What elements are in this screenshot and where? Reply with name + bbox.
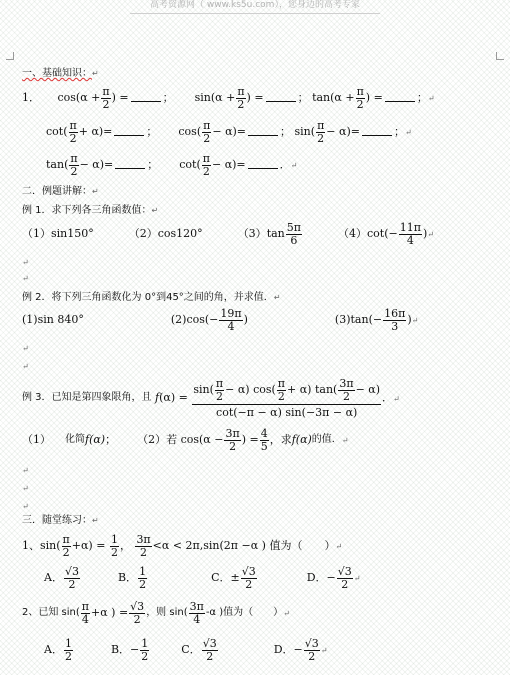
fraction-pi-over-2: $\frac{\pi}{2}$	[102, 85, 110, 111]
option-b[interactable]: B． $\frac{1}{2}$	[117, 565, 147, 591]
ex2-item-2: (2)cos(− $\frac{19\pi}{4}$ )	[170, 307, 248, 333]
empty-paragraph: ↵	[22, 484, 29, 493]
ex1-item-3: （3）tan $\frac{5\pi}{6}$	[237, 221, 301, 247]
section2-title: 二．例题讲解：↵	[22, 186, 99, 197]
answer-blank[interactable]	[248, 125, 278, 136]
option-a[interactable]: A． $\frac{√3}{2}$	[44, 565, 79, 591]
ex3-big-fraction: sin( $\frac{\pi}{2}$ − α) cos( $\frac{\pi}{2}$ + α) tan( $\frac{3\pi}{2}$ − α) cot(−π − α) sin(−3π − α)	[193, 377, 380, 420]
answer-blank[interactable]	[248, 158, 278, 169]
example3-statement: 例 3．已知是第四象限角，且 f(α) = sin( $\frac{\pi}{2}$ − α) cos( $\frac{\pi}{2}$ + α) tan( $\frac{3\pi}{2}$ − α) cot(−π − α) sin(−3π − α) ．↵	[22, 377, 400, 420]
practice-2-options: A． $\frac{1}{2}$ B．− $\frac{1}{2}$ C． $\frac{√3}{2}$ D．− $\frac{√3}{2}$ ↵	[44, 637, 328, 663]
answer-blank[interactable]	[266, 91, 296, 102]
empty-paragraph: ↵	[22, 502, 29, 511]
option-b[interactable]: B．− $\frac{1}{2}$	[110, 637, 149, 663]
option-c[interactable]: C． $\frac{√3}{2}$	[181, 637, 217, 663]
option-d[interactable]: D．− $\frac{√3}{2}$	[273, 637, 319, 663]
ex2-item-1: (1)sin 840°	[22, 313, 84, 327]
section1-title: 一、基础知识：↵	[22, 68, 99, 79]
formula-row-2: cot( $\frac{\pi}{2}$ + α)= ； cos( $\frac{\pi}{2}$ − α)= ； sin( $\frac{\pi}{2}$ − α)= ；↵	[46, 119, 412, 145]
empty-paragraph: ↵	[22, 362, 29, 371]
section3-title: 三．随堂练习：↵	[22, 515, 99, 526]
option-a[interactable]: A． $\frac{1}{2}$	[44, 637, 72, 663]
example3-questions: （1） 化简f(α)； （2）若 cos(α − $\frac{3\pi}{2}$ ) = $\frac{4}{5}$ ，求f(α)的值．↵	[22, 427, 349, 453]
header-rule	[130, 13, 380, 14]
option-d[interactable]: D．− $\frac{√3}{2}$	[306, 565, 352, 591]
fraction-pi-over-2: $\frac{\pi}{2}$	[356, 85, 364, 111]
option-c[interactable]: C．± $\frac{√3}{2}$	[211, 565, 256, 591]
formula-row-3: tan( $\frac{\pi}{2}$ − α)= ； cot( $\frac{\pi}{2}$ − α)= ．↵	[46, 152, 298, 178]
answer-blank[interactable]	[114, 125, 144, 136]
practice-1-options: A． $\frac{√3}{2}$ B． $\frac{1}{2}$ C．± $\frac{√3}{2}$ D．− $\frac{√3}{2}$ ↵	[44, 565, 361, 591]
example2-title: 例 2．将下列三角函数化为 0°到45°之间的角，并求值．↵	[22, 292, 281, 303]
empty-paragraph: ↵	[22, 274, 29, 283]
margin-corner-left	[6, 52, 14, 60]
example1-title: 例 1．求下列各三角函数值：↵	[22, 205, 159, 216]
answer-blank[interactable]	[385, 91, 415, 102]
ex1-item-1: （1）sin150°	[22, 227, 94, 241]
margin-corner-right	[496, 52, 504, 60]
practice-2: 2、已知 sin( $\frac{\pi}{4}$ +α ) = $\frac{√3}{2}$ ，则 sin( $\frac{3\pi}{4}$ -α )值为（ ）↵	[22, 600, 290, 626]
empty-paragraph: ↵	[22, 344, 29, 353]
empty-paragraph: ↵	[22, 258, 29, 267]
answer-blank[interactable]	[115, 158, 145, 169]
fraction-pi-over-2: $\frac{\pi}{2}$	[237, 85, 245, 111]
answer-blank[interactable]	[362, 125, 392, 136]
formula-row-1: 1． cos(α + $\frac{\pi}{2}$ ) = ； sin(α + $\frac{\pi}{2}$ ) = ； tan(α + $\frac{\pi}{2}$ ) = ；↵	[22, 85, 435, 111]
ex1-item-2: （2）cos120°	[128, 227, 203, 241]
answer-blank[interactable]	[131, 91, 161, 102]
page-header: 高考资源网（ www.ks5u.com），您身边的高考专家	[150, 0, 360, 10]
ex1-item-4: （4）cot(− $\frac{11\pi}{4}$ )	[338, 221, 428, 247]
empty-paragraph: ↵	[22, 466, 29, 475]
practice-1: 1、sin( $\frac{\pi}{2}$ +α) = $\frac{1}{2}$ ， $\frac{3\pi}{2}$ <α < 2π,sin(2π −α ) 值为（ ）↵	[22, 533, 343, 559]
ex2-item-3: (3)tan(− $\frac{16\pi}{3}$ )	[334, 307, 412, 333]
example2-items: (1)sin 840° (2)cos(− $\frac{19\pi}{4}$ ) (3)tan(− $\frac{16\pi}{3}$ )↵	[22, 307, 419, 333]
example1-items: （1）sin150° （2）cos120° （3）tan $\frac{5\pi}{6}$ （4）cot(− $\frac{11\pi}{4}$ )↵	[22, 221, 434, 247]
